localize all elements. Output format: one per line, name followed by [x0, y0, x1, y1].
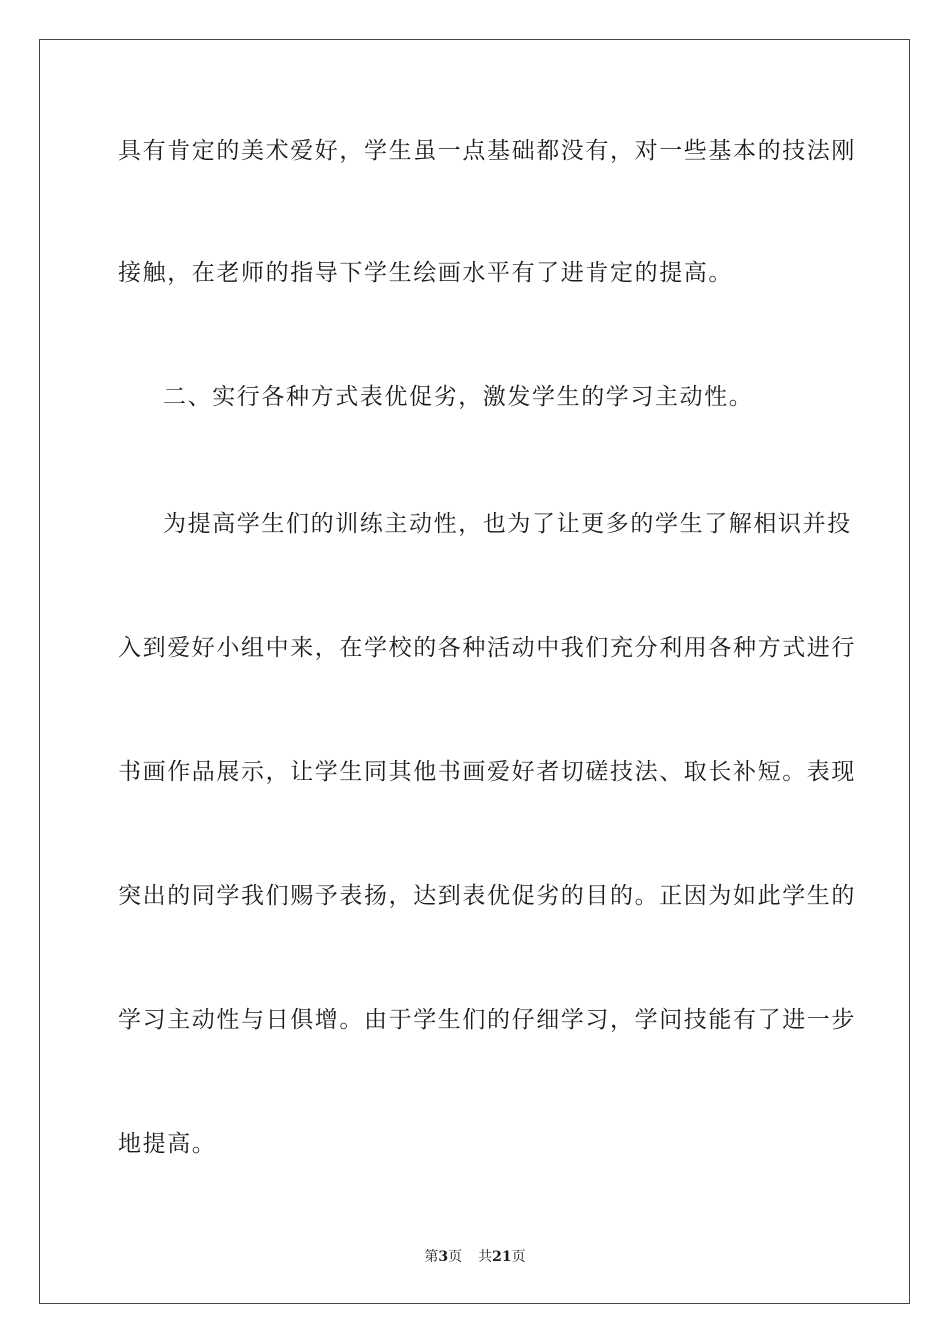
body-line-4: 为提高学生们的训练主动性，也为了让更多的学生了解相识并投 [163, 511, 852, 537]
body-line-1: 具有肯定的美术爱好，学生虽一点基础都没有，对一些基本的技法刚 [118, 138, 856, 164]
body-line-5: 入到爱好小组中来，在学校的各种活动中我们充分利用各种方式进行 [118, 635, 856, 661]
total-prefix: 共 [478, 1249, 493, 1265]
total-pages: 21 [492, 1249, 512, 1265]
page-number: 3 [438, 1249, 449, 1265]
body-line-8: 学习主动性与日俱增。由于学生们的仔细学习，学问技能有了进一步 [118, 1007, 856, 1033]
body-line-6: 书画作品展示，让学生同其他书画爱好者切磋技法、取长补短。表现 [118, 759, 856, 785]
page-suffix: 页 [448, 1249, 463, 1265]
page-prefix: 第 [424, 1249, 439, 1265]
section-heading-2: 二、实行各种方式表优促劣，激发学生的学习主动性。 [163, 384, 754, 410]
body-line-9: 地提高。 [118, 1131, 217, 1157]
total-suffix: 页 [511, 1249, 526, 1265]
page-footer [0, 1248, 950, 1266]
page-border [39, 39, 910, 1304]
body-line-7: 突出的同学我们赐予表扬，达到表优促劣的目的。正因为如此学生的 [118, 883, 856, 909]
body-line-2: 接触，在老师的指导下学生绘画水平有了进肯定的提高。 [118, 260, 733, 286]
